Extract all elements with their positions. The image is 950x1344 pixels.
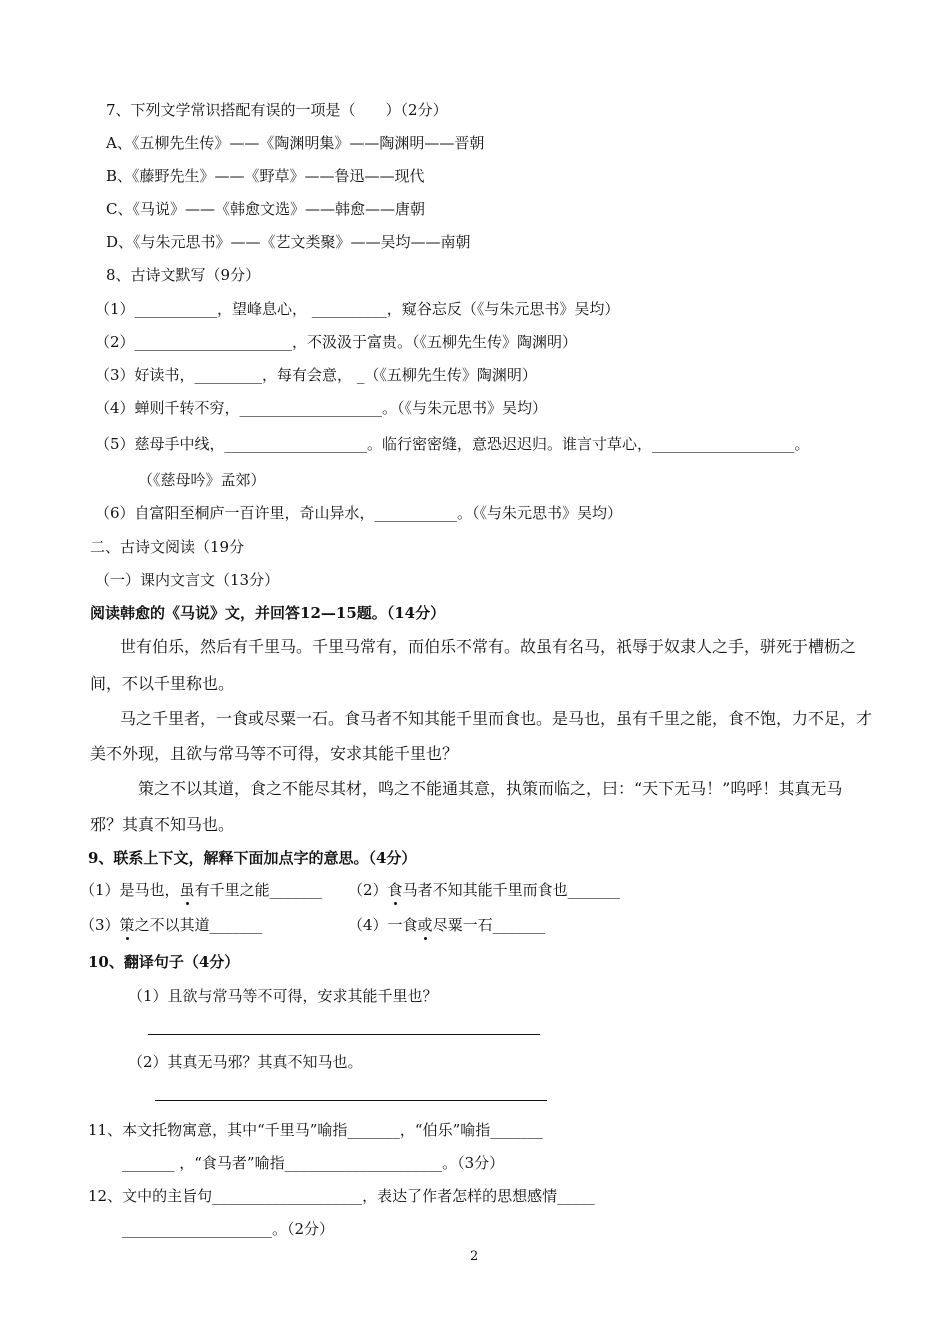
q12-line-1: 12、文中的主旨句____________________，表达了作者怎样的思想感情_____ — [88, 1187, 595, 1205]
q8-item-5-source: （《慈母吟》孟郊） — [138, 471, 266, 489]
q8-item-4: （4）蝉则千转不穷，___________________。（《与朱元思书》吴均） — [95, 399, 548, 417]
q8-title: 8、古诗文默写（9分） — [106, 266, 261, 284]
q10-title: 10、翻译句子（4分） — [88, 953, 240, 971]
section2-title: 二、古诗文阅读（19分 — [90, 538, 245, 556]
q12-line-2: ____________________。（2分） — [122, 1220, 335, 1238]
q9-item-4-post: 尽粟一石_______ — [432, 916, 546, 934]
q7-option-a: A、《五柳先生传》——《陶渊明集》——陶渊明——晋朝 — [106, 134, 485, 152]
q9-item-1-pre: （1）是马也， — [80, 881, 180, 899]
page-number: 2 — [470, 1249, 479, 1264]
q9-item-2-pre: （2） — [348, 881, 388, 899]
q8-item-1: （1）___________，望峰息心， __________，窥谷忘反（《与朱元思书》吴均） — [95, 300, 620, 318]
q8-item-3: （3）好读书，_________，每有会意， _（《五柳先生传》陶渊明） — [95, 366, 537, 384]
q7-option-d: D、《与朱元思书》——《艺文类聚》——吴均——南朝 — [106, 233, 471, 251]
q9-item-4-pre: （4）一食 — [348, 916, 418, 934]
q7-option-c: C、《马说》——《韩愈文选》——韩愈——唐朝 — [106, 200, 425, 218]
section2-subtitle: （一）课内文言文（13分） — [95, 571, 280, 589]
passage-line-4: 美不外现，且欲与常马等不可得，安求其能千里也？ — [90, 744, 459, 763]
passage-line-5: 策之不以其道，食之不能尽其材，鸣之不能通其意，执策而临之，曰：“天下无马！”呜呼！其真无马 — [138, 779, 843, 798]
q9-item-1-dotted-char: 虽 — [179, 881, 195, 899]
q9-title: 9、联系上下文，解释下面加点字的意思。（4分） — [88, 849, 417, 867]
q9-item-3-post: 之不以其道_______ — [134, 916, 263, 934]
reading-instruction: 阅读韩愈的《马说》文，并回答12—15题。（14分） — [90, 604, 446, 622]
q10-sentence-1: （1）且欲与常马等不可得，安求其能千里也？ — [128, 987, 438, 1005]
q8-item-6: （6）自富阳至桐庐一百许里，奇山异水，___________。（《与朱元思书》吴均） — [95, 504, 623, 522]
q9-item-2 — [348, 880, 620, 900]
q9-item-1 — [80, 880, 322, 900]
passage-line-1: 世有伯乐，然后有千里马。千里马常有，而伯乐不常有。故虽有名马，祇辱于奴隶人之手，骈死于槽枥之 — [120, 637, 857, 656]
q9-item-3-pre: （3） — [80, 916, 120, 934]
q7-option-b: B、《藤野先生》——《野草》——鲁迅——现代 — [106, 167, 425, 185]
passage-line-3: 马之千里者，一食或尽粟一石。食马者不知其能千里而食也。是马也，虽有千里之能，食不饱，力不足，才 — [120, 709, 873, 728]
passage-line-2: 间，不以千里称也。 — [90, 674, 235, 693]
q9-item-3 — [80, 915, 262, 935]
q10-answer-line-1 — [148, 1034, 540, 1035]
q9-item-4 — [348, 915, 545, 935]
q9-item-4-dotted-char: 或 — [417, 916, 433, 934]
q9-item-2-dotted-char: 食 — [387, 881, 403, 899]
q10-answer-line-2 — [155, 1100, 547, 1101]
q8-item-5: （5）慈母手中线，___________________。临行密密缝，意恐迟迟归。谁言寸草心，___________________。 — [95, 435, 810, 453]
q11-line-2: _______ ，“食马者”喻指_____________________。（3分） — [122, 1154, 505, 1172]
q10-sentence-2: （2）其真无马邪？其真不知马也。 — [128, 1053, 363, 1071]
passage-line-6: 邪？其真不知马也。 — [90, 815, 235, 834]
q8-item-2: （2）_____________________，不汲汲于富贵。（《五柳先生传》陶渊明） — [95, 333, 578, 351]
q9-item-3-dotted-char: 策 — [119, 916, 135, 934]
q9-item-1-post: 有千里之能_______ — [194, 881, 323, 899]
q11-line-1: 11、本文托物寓意，其中“千里马”喻指_______，“伯乐”喻指_______ — [88, 1121, 543, 1139]
q7-stem: 7、下列文学常识搭配有误的一项是（ ）（2分） — [106, 101, 448, 119]
q9-item-2-post: 马者不知其能千里而食也_______ — [402, 881, 621, 899]
